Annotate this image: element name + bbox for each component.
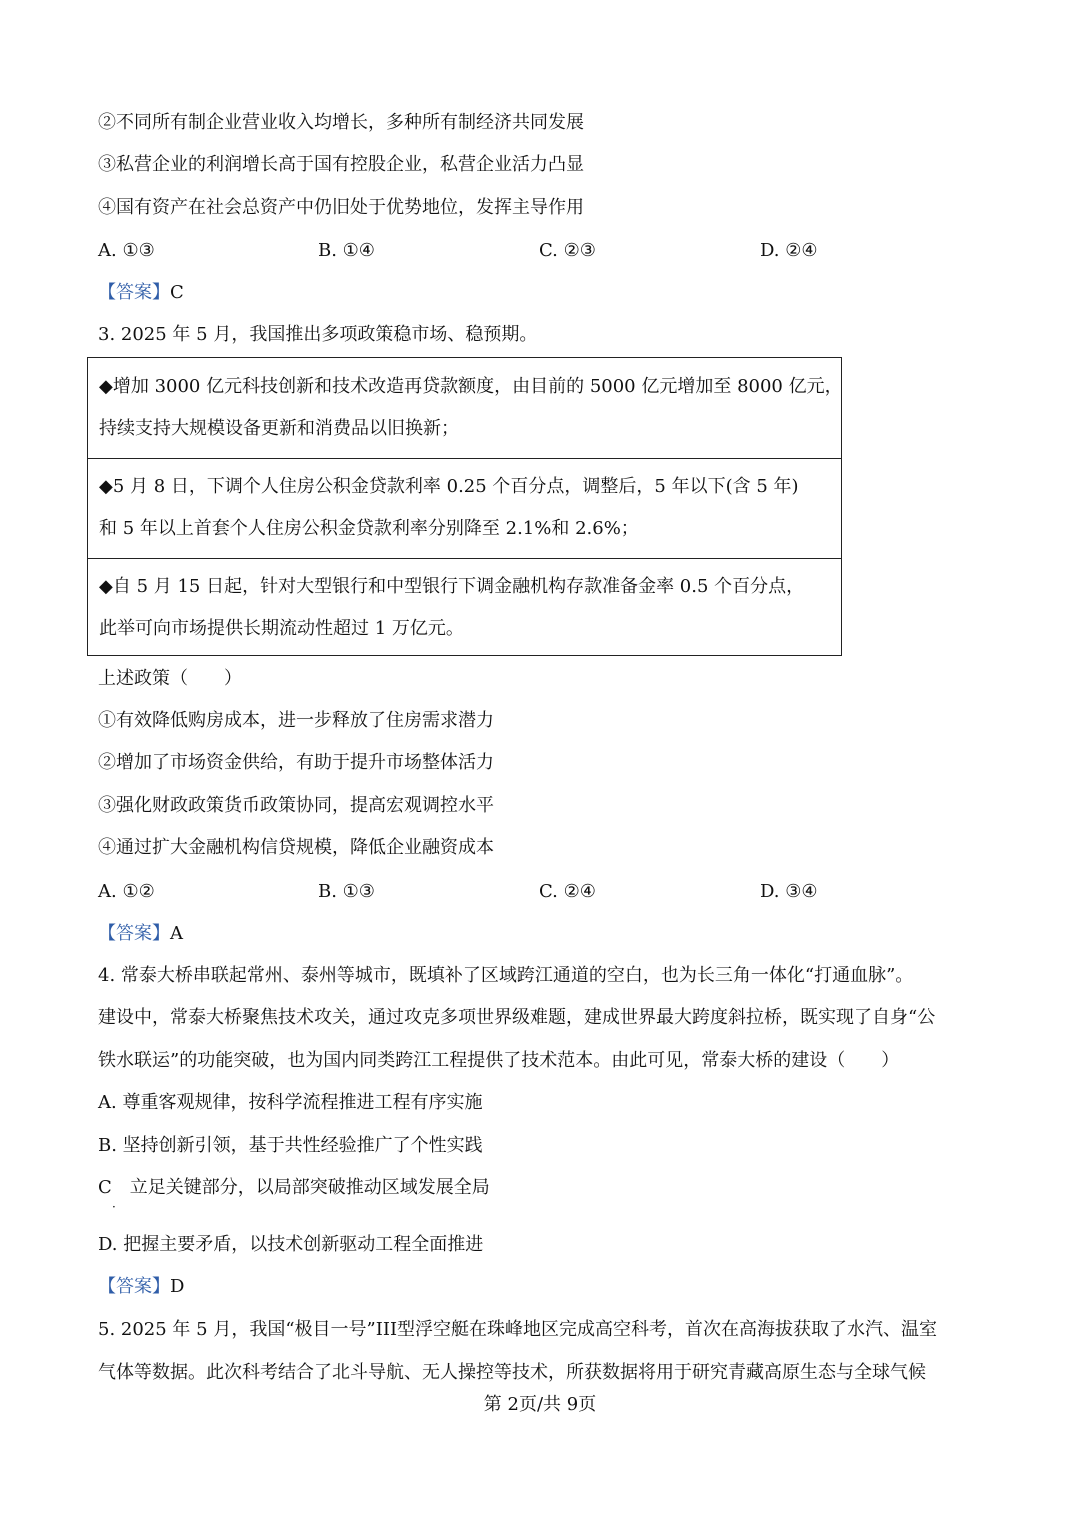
answer-value: D xyxy=(170,1276,185,1297)
q3-policy-table xyxy=(87,357,842,656)
answer-label: 【答案】 xyxy=(98,923,170,944)
q2-item-2: ②不同所有制企业营业收入均增长，多种所有制经济共同发展 xyxy=(98,112,584,133)
q4-option-d: D. 把握主要矛盾，以技术创新驱动工程全面推进 xyxy=(98,1234,484,1255)
q4-option-c: C 立足关键部分，以局部突破推动区域发展全局 xyxy=(98,1177,490,1198)
answer-label: 【答案】 xyxy=(98,282,170,303)
policy-line: ◆5 月 8 日，下调个人住房公积金贷款利率 0.25 个百分点，调整后，5 年以下(含 5 年) xyxy=(99,476,799,497)
q4-answer xyxy=(98,1274,184,1300)
q3-item-4: ④通过扩大金融机构信贷规模，降低企业融资成本 xyxy=(98,837,494,858)
q2-option-a: A. ①③ xyxy=(98,240,155,261)
q2-answer xyxy=(98,280,184,306)
q3-stem: 3. 2025 年 5 月，我国推出多项政策稳市场、稳预期。 xyxy=(98,324,538,345)
q3-item-2: ②增加了市场资金供给，有助于提升市场整体活力 xyxy=(98,752,494,773)
answer-value: A xyxy=(170,923,183,944)
q2-option-d: D. ②④ xyxy=(760,240,818,261)
policy-row xyxy=(88,558,841,655)
q5-stem-line: 5. 2025 年 5 月，我国“极目一号”III型浮空艇在珠峰地区完成高空科考，首次在高海拔获取了水汽、温室 xyxy=(98,1319,938,1340)
q5-stem-line: 气体等数据。此次科考结合了北斗导航、无人操控等技术，所获数据将用于研究青藏高原生态与全球气候 xyxy=(98,1362,926,1383)
policy-row xyxy=(88,358,841,458)
q4-stem-line: 铁水联运”的功能突破，也为国内同类跨江工程提供了技术范本。由此可见，常泰大桥的建设（ ） xyxy=(98,1050,900,1071)
answer-label: 【答案】 xyxy=(98,1276,170,1297)
policy-line: 此举可向市场提供长期流动性超过 1 万亿元。 xyxy=(99,618,464,639)
q3-answer xyxy=(98,921,183,947)
q3-option-a: A. ①② xyxy=(98,881,155,902)
q2-item-4: ④国有资产在社会总资产中仍旧处于优势地位，发挥主导作用 xyxy=(98,197,584,218)
q2-item-3: ③私营企业的利润增长高于国有控股企业，私营企业活力凸显 xyxy=(98,154,584,175)
q4-option-a: A. 尊重客观规律，按科学流程推进工程有序实施 xyxy=(98,1092,483,1113)
stray-dot: · xyxy=(112,1200,116,1214)
page-number: 第 2页/共 9页 xyxy=(483,1394,597,1415)
q2-option-b: B. ①④ xyxy=(318,240,375,261)
q2-option-c: C. ②③ xyxy=(539,240,596,261)
policy-line: 和 5 年以上首套个人住房公积金贷款利率分别降至 2.1%和 2.6%； xyxy=(99,518,639,539)
q4-stem-line: 4. 常泰大桥串联起常州、泰州等城市，既填补了区域跨江通道的空白，也为长三角一体化“打通血脉”。 xyxy=(98,965,914,986)
q4-option-b: B. 坚持创新引领，基于共性经验推广了个性实践 xyxy=(98,1135,483,1156)
q3-item-1: ①有效降低购房成本，进一步释放了住房需求潜力 xyxy=(98,710,494,731)
q3-item-3: ③强化财政政策货币政策协同，提高宏观调控水平 xyxy=(98,795,494,816)
q3-option-b: B. ①③ xyxy=(318,881,375,902)
answer-value: C xyxy=(170,282,184,303)
q3-option-c: C. ②④ xyxy=(539,881,596,902)
policy-line: ◆自 5 月 15 日起，针对大型银行和中型银行下调金融机构存款准备金率 0.5 个百分点， xyxy=(99,576,805,597)
q3-prompt: 上述政策（ ） xyxy=(98,668,242,689)
q3-option-d: D. ③④ xyxy=(760,881,818,902)
policy-line: 持续支持大规模设备更新和消费品以旧换新； xyxy=(99,418,459,439)
q4-stem-line: 建设中，常泰大桥聚焦技术攻关，通过攻克多项世界级难题，建成世界最大跨度斜拉桥，既实现了自身“公 xyxy=(98,1007,936,1028)
policy-line: ◆增加 3000 亿元科技创新和技术改造再贷款额度，由目前的 5000 亿元增加至 8000 亿元， xyxy=(99,376,843,397)
policy-row xyxy=(88,458,841,558)
